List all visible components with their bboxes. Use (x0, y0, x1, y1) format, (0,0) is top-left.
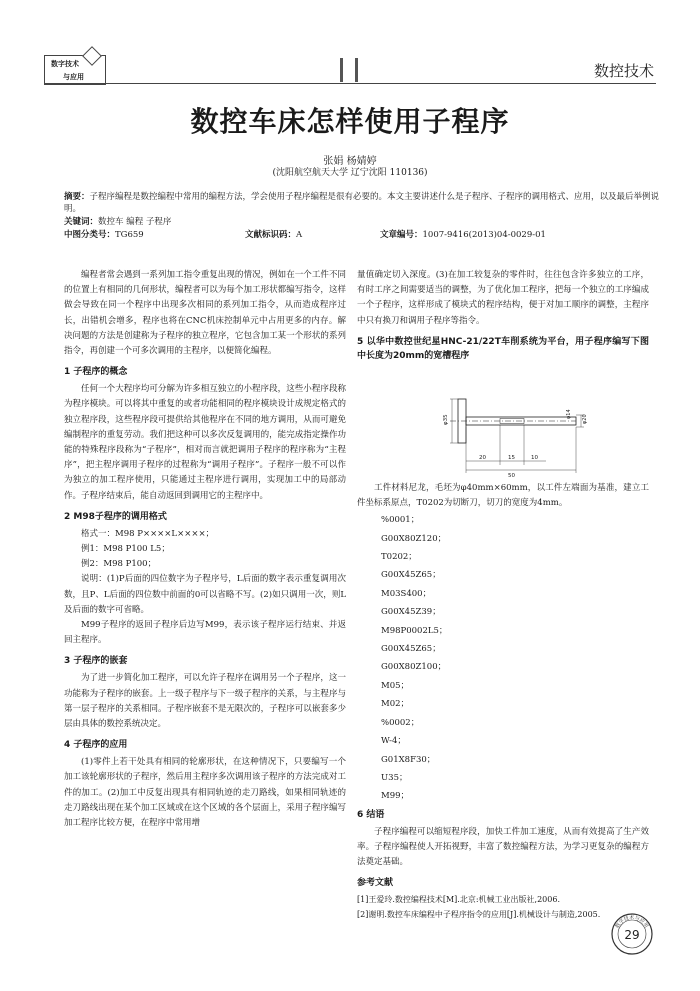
doc-code-label: 文献标识码： (245, 230, 297, 240)
code-line: G00X45Z65； (381, 644, 441, 655)
shaft-drawing (428, 395, 588, 481)
reference-2: [2]谢明.数控车床编程中子程序指令的应用[J].机械设计与制造,2005. (357, 910, 601, 920)
journal-logo (44, 55, 106, 85)
keywords (64, 216, 171, 228)
section-1-heading: 1 子程序的概念 (64, 367, 128, 378)
right-column (357, 268, 649, 922)
dim-15: 15 (508, 455, 515, 461)
abstract-label: 摘要： (64, 192, 90, 202)
section-6-heading: 6 结语 (357, 809, 385, 820)
logo-line-2: 与应用 (63, 73, 84, 81)
nc-program-code (357, 511, 649, 806)
clc-value: TG659 (115, 230, 144, 240)
code-line: G01X8F30； (381, 754, 436, 765)
keywords-text: 数控车 编程 子程序 (98, 217, 172, 227)
header-rule (44, 83, 656, 84)
dim-50: 50 (508, 473, 515, 479)
section-3-heading: 3 子程序的嵌套 (64, 656, 128, 667)
abstract (64, 191, 664, 215)
logo-diamond (82, 46, 102, 66)
dim-dia-right-1: φ14 (566, 409, 572, 419)
article-title: 数控车床怎样使用子程序 (190, 105, 510, 138)
affiliation: (沈阳航空航天大学 辽宁沈阳 110136) (272, 168, 428, 178)
clc-number (64, 229, 144, 241)
document-code (245, 229, 302, 241)
page-ring-text: 数字技术与应用 (614, 914, 650, 930)
section-5-text: 工件材料尼龙，毛坯为φ40mm×60mm，以工件左端面为基准，建立工件坐标系原点，T0202为切断刀，切刀的宽度为4mm。 (357, 482, 649, 509)
section-2-note: 说明：(1)P后面的四位数字为子程序号，L后面的数字表示重复调用次数，且P、L后面的四位数中前面的0可以省略不写。(2)如只调用一次，则L及后面的数字可省略。 (64, 574, 346, 615)
dim-dia-right-2: φ20 (582, 414, 588, 424)
logo-line-1: 数字技术 (51, 60, 79, 68)
dim-20: 20 (479, 455, 486, 461)
code-line: T0202； (381, 552, 417, 563)
section-2-m99: M99子程序的返回子程序后边写M99，表示该子程序运行结束、并返回主程序。 (64, 620, 346, 646)
section-5-heading: 5 以华中数控世纪星HNC-21/22T车削系统为平台，用子程序编写下图中长度为20mm的宽槽程序 (357, 336, 649, 361)
article-no-value: 1007-9416(2013)04-0029-01 (422, 230, 546, 240)
code-line: G00X80Z120； (381, 533, 447, 544)
code-line: M05； (381, 680, 410, 691)
dim-10: 10 (531, 455, 538, 461)
code-line: %0001； (381, 515, 420, 526)
doc-code-value: A (296, 230, 303, 240)
code-line: M98P0002L5； (381, 625, 448, 636)
intro-paragraph: 编程者常会遇到一系列加工指令重复出现的情况，例如在一个工件不同的位置上有相同的几何形状，编程者可以为每个加工形状都编写指令，这样做会导致在同一个程序中出现多次相同的系列加工指令，从而造成程序过长，出错机会增多，程序也将在CNC机床控制单元中占用更多的内存。解决问题的方法是创建称为子程序的独立程序，它包含加工某一个形状的系列指令，再创建一个可多次调用的主程序，以便简化编程。 (64, 270, 346, 357)
continued-paragraph: 量值确定切入深度。(3)在加工较复杂的零件时，往往包含许多独立的工序，有时工序之间需要适当的调整，为了优化加工程序，把每一个独立的工序编成一个子程序，这样形成了模块式的程序结构，便于对加工顺序的调整，主程序中只有换刀和调用子程序等指令。 (357, 270, 649, 326)
authors: 张娟 杨婧婷 (323, 156, 377, 167)
page-number-badge (610, 912, 654, 956)
section-4-heading: 4 子程序的应用 (64, 740, 128, 751)
code-line: M99； (381, 791, 410, 802)
section-2-heading: 2 M98子程序的调用格式 (64, 511, 167, 522)
left-column (64, 268, 346, 831)
section-3-text: 为了进一步简化加工程序，可以允许子程序在调用另一个子程序，这一功能称为子程序的嵌套。上一级子程序与下一级子程序的关系，与主程序与第一层子程序的关系相同。子程序嵌套不是无限次的，子程序可以嵌套多少层由具体的数控系统决定。 (64, 673, 346, 730)
page-number: 29 (624, 928, 640, 942)
code-line: G00X45Z39； (381, 607, 441, 618)
article-no-label: 文章编号： (380, 230, 423, 240)
code-line: M02； (381, 699, 410, 710)
clc-label: 中图分类号： (64, 230, 116, 240)
code-line: G00X45Z65； (381, 570, 441, 581)
code-line: U35； (381, 772, 408, 783)
section-6-text: 子程序编程可以缩短程序段，加快工件加工速度，从而有效提高了生产效率。子程序编程使人开拓视野，丰富了数控编程方法，为学习更复杂的编程方法奠定基础。 (357, 826, 649, 868)
header-divider-bars (336, 58, 362, 82)
code-line: M03S400； (381, 588, 432, 599)
article-number (380, 229, 546, 241)
section-2-example-2: 例2：M98 P100； (81, 559, 157, 570)
code-line: W-4； (381, 736, 406, 747)
section-title: 数控技术 (593, 62, 654, 80)
section-2-format: 格式一：M98 P××××L××××； (81, 528, 215, 539)
section-1-text: 任何一个大程序均可分解为许多相互独立的小程序段，这些小程序段称为程序模块。可以将其中重复的或者功能相同的程序模块设计成规定格式的独立程序段，这些程序段可提供给其他程序在不同的地方调用，从而可避免编制程序的重复劳动。我们把这种可以多次反复调用的，能完成指定操作功能的特殊程序段称为“子程序”，相对而言就把调用子程序的程序称为“主程序”，把主程序调用子程序的过程称为“调用子程序”。子程序一般不可以作为独立的加工程序使用，只能通过主程序进行调用，实现加工中的局部动作。子程序结束后，能自动返回到调用它的主程序中。 (64, 384, 346, 501)
section-4-text: (1)零件上若干处具有相同的轮廓形状，在这种情况下，只要编写一个加工该轮廓形状的子程序，然后用主程序多次调用该子程序的方法完成对工件的加工。(2)加工中反复出现具有相同轨迹的走刀路线，如果相同轨迹的走刀路线出现在某个加工区域或在这个区域的各个层面上，采用子程序编写加工程序比较方便，在程序中常用增 (64, 757, 346, 829)
keywords-label: 关键词： (64, 217, 99, 227)
code-line: %0002； (381, 717, 420, 728)
code-line: G00X80Z100； (381, 662, 447, 673)
references-heading: 参考文献 (357, 878, 394, 889)
reference-1: [1]王爱玲.数控编程技术[M].北京:机械工业出版社,2006. (357, 895, 560, 905)
section-2-example-1: 例1：M98 P100 L5； (81, 544, 170, 555)
dim-dia-left: φ35 (443, 414, 449, 425)
abstract-text: 子程序编程是数控编程中常用的编程方法，学会使用子程序编程是很有必要的。本文主要讲述什么是子程序、子程序的调用格式、应用，以及最后举例说明。 (64, 192, 660, 214)
